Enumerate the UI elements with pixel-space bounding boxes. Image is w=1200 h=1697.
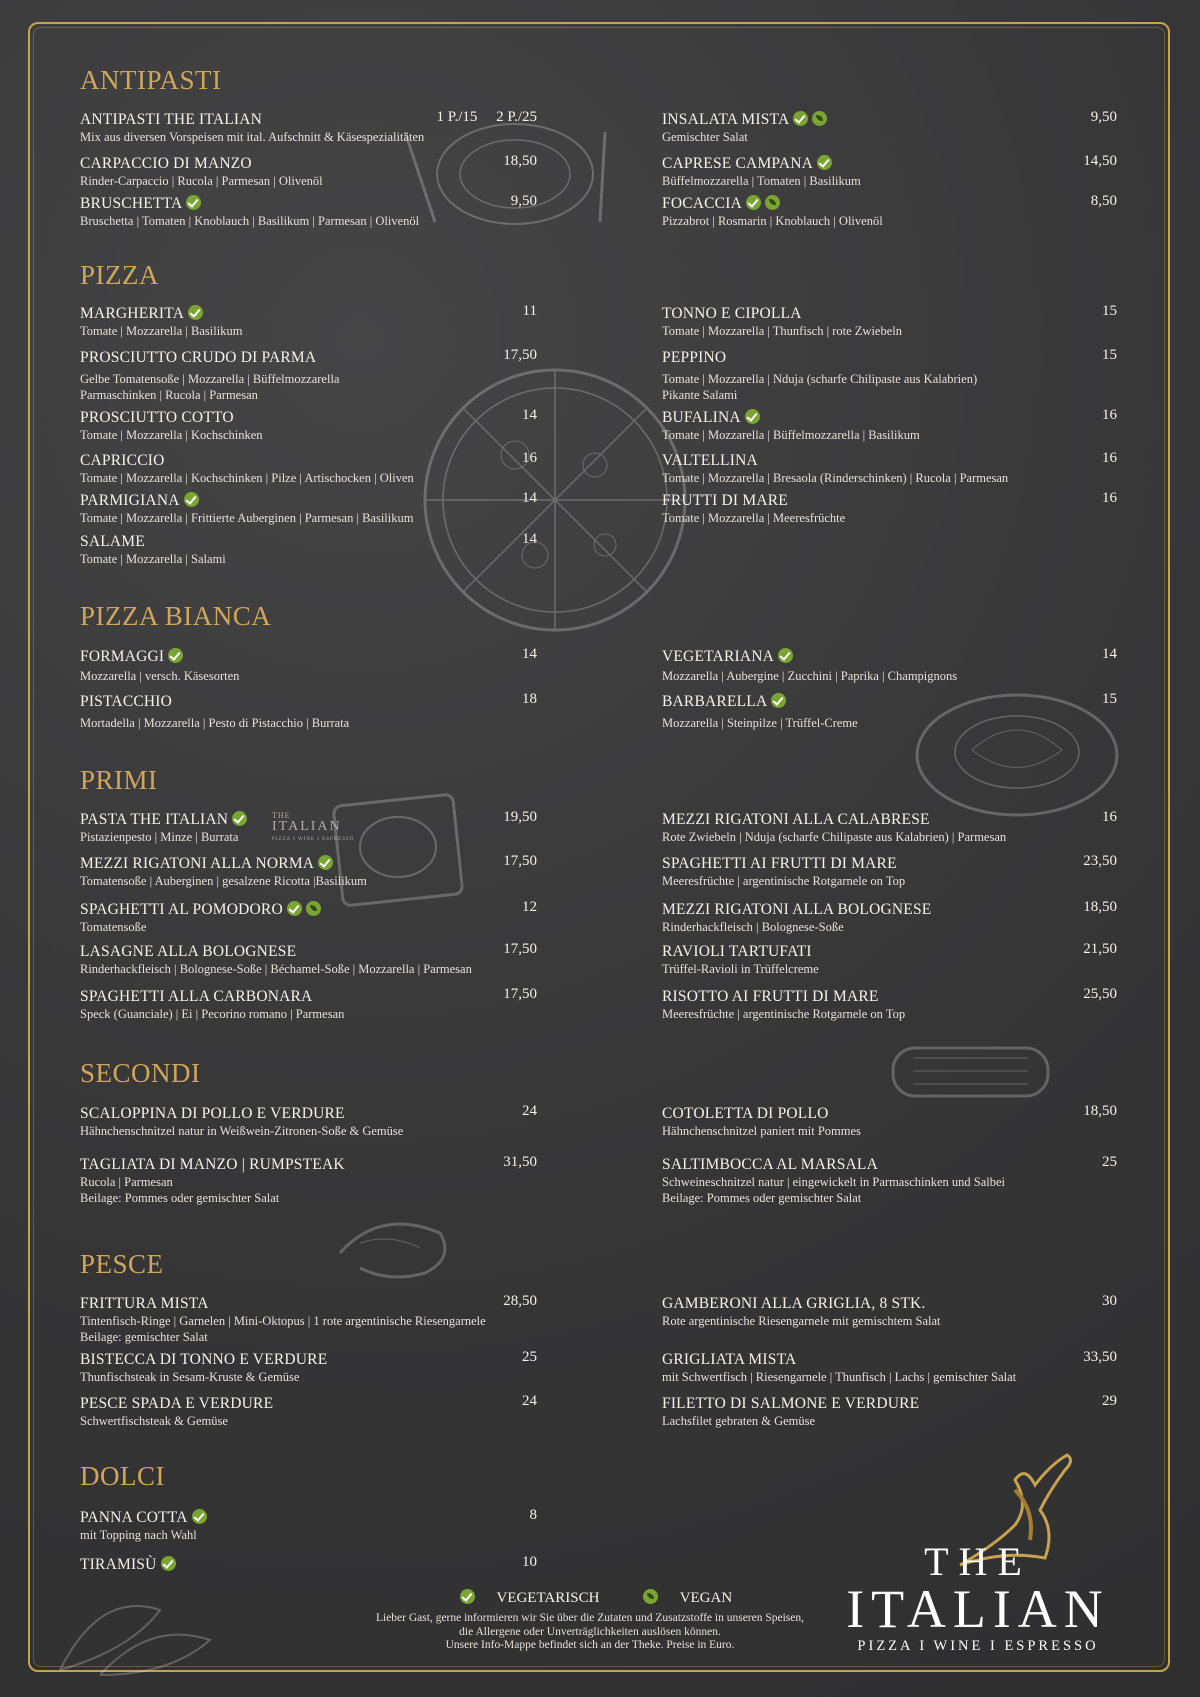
menu-item [80, 941, 537, 977]
item-name: BUFALINA [662, 409, 741, 426]
item-desc: Tomate | Mozzarella | Frittierte Auberginen | Parmesan | Basilikum [80, 511, 414, 525]
item-name: FRUTTI DI MARE [662, 492, 788, 509]
menu-item [662, 153, 1117, 189]
item-price: 14 [522, 646, 537, 662]
item-name: FORMAGGI [80, 648, 165, 665]
item-desc: mit Schwertfisch | Riesengarnele | Thunfisch | Lachs | gemischter Salat [662, 1370, 1017, 1384]
menu-item [662, 193, 1117, 229]
vegetarian-check-icon [232, 811, 247, 826]
item-price: 17,50 [503, 986, 537, 1002]
item-name: INSALATA MISTA [662, 111, 790, 128]
shrimp-sketch [330, 1213, 460, 1293]
item-desc: Lachsfilet gebraten & Gemüse [662, 1414, 816, 1428]
menu-item [80, 347, 537, 403]
item-price: 16 [1102, 407, 1117, 423]
menu-item [662, 1154, 1117, 1206]
menu-item [80, 899, 537, 935]
menu-item [80, 109, 537, 145]
item-price: 14 [522, 531, 537, 547]
section-title-pizza: PIZZA [80, 260, 159, 290]
vegetarian-check-icon [188, 305, 203, 320]
vegetarian-check-icon [184, 492, 199, 507]
menu-item [80, 1507, 537, 1543]
item-name: PISTACCHIO [80, 693, 173, 710]
item-desc: Tomate | Mozzarella | Kochschinken | Pilze | Artischocken | Oliven [80, 471, 414, 485]
item-price: 29 [1102, 1393, 1117, 1409]
item-desc: Tomate | Mozzarella | Kochschinken [80, 428, 263, 442]
item-desc: Rinderhackfleisch | Bolognese-Soße | Béchamel-Soße | Mozzarella | Parmesan [80, 962, 472, 976]
section-title-pesce: PESCE [80, 1249, 164, 1279]
item-desc-2: Pikante Salami [662, 388, 738, 402]
legend-vegetarian [456, 1590, 617, 1606]
item-desc: Tomate | Mozzarella | Nduja (scharfe Chilipaste aus Kalabrien) [662, 372, 978, 386]
item-name: BISTECCA DI TONNO E VERDURE [80, 1351, 328, 1368]
item-desc: Rucola | Parmesan [80, 1175, 173, 1189]
item-name: SALTIMBOCCA AL MARSALA [662, 1156, 878, 1173]
item-desc: Mozzarella | Aubergine | Zucchini | Paprika | Champignons [662, 669, 958, 683]
item-price: 15 [1102, 303, 1117, 319]
item-name: PESCE SPADA E VERDURE [80, 1395, 274, 1412]
menu-item [662, 490, 1117, 526]
item-name: TAGLIATA DI MANZO | RUMPSTEAK [80, 1156, 345, 1173]
section-title-antipasti: ANTIPASTI [80, 65, 222, 95]
item-name: TONNO E CIPOLLA [662, 305, 802, 322]
menu-item [80, 646, 537, 684]
menu-item [662, 691, 1117, 731]
item-desc: Tomatensoße | Auberginen | gesalzene Ricotta |Basilikum [80, 874, 367, 888]
item-name: FOCACCIA [662, 195, 742, 212]
section-title-primi: PRIMI [80, 765, 158, 795]
logo-line-1: THE [924, 1539, 1032, 1584]
item-name: CARPACCIO DI MANZO [80, 155, 252, 172]
item-desc: Tomate | Mozzarella | Salami [80, 552, 226, 566]
section-title-pizza-bianca: PIZZA BIANCA [80, 601, 272, 631]
legend-vegetarian-label: VEGETARISCH [496, 1590, 600, 1606]
menu-item [80, 1293, 537, 1345]
menu-item [662, 809, 1117, 845]
menu-item [662, 1349, 1117, 1385]
vegan-leaf-icon [812, 111, 827, 126]
item-name: PROSCIUTTO COTTO [80, 409, 234, 426]
item-price: 17,50 [503, 941, 537, 957]
item-desc: Hähnchenschnitzel natur in Weißwein-Zitronen-Soße & Gemüse [80, 1124, 404, 1138]
item-desc: Meeresfrüchte | argentinische Rotgarnele on Top [662, 1007, 906, 1021]
vegetarian-check-icon [817, 155, 832, 170]
notice-line-3: Unsere Info-Mappe befindet sich an der Theke. Preise in Euro. [445, 1639, 735, 1651]
item-desc: Tomate | Mozzarella | Thunfisch | rote Zwiebeln [662, 324, 902, 338]
item-price: 17,50 [503, 347, 537, 363]
item-name: SPAGHETTI ALLA CARBONARA [80, 988, 313, 1005]
item-name: SPAGHETTI AI FRUTTI DI MARE [662, 855, 897, 872]
item-price: 11 [522, 303, 537, 319]
item-price: 25 [522, 1349, 537, 1365]
item-name: CAPRESE CAMPANA [662, 155, 814, 172]
menu-item [662, 109, 1117, 145]
item-desc: Rinderhackfleisch | Bolognese-Soße [662, 920, 844, 934]
item-desc: Tomate | Mozzarella | Meeresfrüchte [662, 511, 846, 525]
item-price: 19,50 [503, 809, 537, 825]
item-price: 24 [522, 1393, 537, 1409]
item-price: 30 [1102, 1293, 1117, 1309]
notice-line-1: Lieber Gast, gerne informieren wir Sie über die Zutaten und Zusatzstoffe in unseren Speisen, [375, 1612, 805, 1624]
legend-vegan-label: VEGAN [679, 1590, 733, 1606]
item-desc: Speck (Guanciale) | Ei | Pecorino romano | Parmesan [80, 1007, 345, 1021]
menu-item [80, 1103, 537, 1139]
item-name: MARGHERITA [80, 305, 185, 322]
vegetarian-check-icon [318, 855, 333, 870]
item-name: SPAGHETTI AL POMODORO [80, 901, 283, 918]
item-price: 24 [522, 1103, 537, 1119]
item-desc: Hähnchenschnitzel paniert mit Pommes [662, 1124, 861, 1138]
item-desc: Büffelmozzarella | Tomaten | Basilikum [662, 174, 861, 188]
menu-item [80, 193, 537, 229]
notice-line-2: die Allergene oder Unverträglichkeiten auslösen können. [459, 1625, 721, 1638]
menu-item [662, 1103, 1117, 1139]
ravioli-sketch [318, 785, 478, 915]
logo-line-2: ITALIAN [846, 1579, 1110, 1639]
item-desc: Schweineschnitzel natur | eingewickelt in Parmaschinken und Salbei [662, 1175, 1006, 1189]
vegetarian-check-icon [460, 1589, 475, 1604]
item-desc: Gemischter Salat [662, 130, 748, 144]
item-desc: Mozzarella | Steinpilze | Trüffel-Creme [662, 716, 858, 730]
menu-item [662, 899, 1117, 935]
vegetarian-check-icon [161, 1556, 176, 1571]
item-price: 9,50 [1090, 109, 1117, 125]
item-price: 25,50 [1083, 986, 1117, 1002]
item-desc: Tintenfisch-Ringe | Garnelen | Mini-Oktopus | 1 rote argentinische Riesengarnele [80, 1314, 486, 1328]
item-name: MEZZI RIGATONI ALLA NORMA [80, 855, 315, 872]
mini-logo-line1: THE [272, 811, 291, 820]
menu-item [80, 531, 537, 567]
item-desc-2: Beilage: Pommes oder gemischter Salat [80, 1191, 280, 1205]
item-price: 33,50 [1083, 1349, 1117, 1365]
item-desc: Schwertfischsteak & Gemüse [80, 1414, 228, 1428]
item-price: 12 [522, 899, 537, 915]
item-price: 14 [522, 407, 537, 423]
vegetarian-check-icon [745, 409, 760, 424]
item-price: 28,50 [503, 1293, 537, 1309]
mini-the-italian-logo [272, 812, 354, 844]
item-name: TIRAMISÙ [80, 1556, 157, 1573]
menu-item [662, 407, 1117, 443]
the-italian-logo [828, 1539, 1128, 1655]
menu-item [80, 1393, 537, 1429]
item-name: PEPPINO [662, 349, 727, 366]
item-name: SCALOPPINA DI POLLO E VERDURE [80, 1105, 345, 1122]
item-name: RISOTTO AI FRUTTI DI MARE [662, 988, 879, 1005]
item-name: ANTIPASTI THE ITALIAN [80, 111, 263, 128]
vegetarian-check-icon [778, 648, 793, 663]
item-price: 10 [522, 1554, 537, 1570]
menu-item [662, 450, 1117, 486]
menu-item [80, 450, 537, 486]
item-desc: Tomate | Mozzarella | Basilikum [80, 324, 243, 338]
menu-item [80, 153, 537, 189]
item-desc: Mix aus diversen Vorspeisen mit ital. Aufschnitt & Käsespezialitäten [80, 130, 425, 144]
item-name: MEZZI RIGATONI ALLA CALABRESE [662, 811, 930, 828]
item-name: RAVIOLI TARTUFATI [662, 943, 812, 960]
item-desc: Gelbe Tomatensoße | Mozzarella | Büffelmozzarella [80, 372, 340, 386]
item-price: 21,50 [1083, 941, 1117, 957]
item-price: 16 [1102, 490, 1117, 506]
menu-item [662, 303, 1117, 339]
item-price: 14 [522, 490, 537, 506]
vegetarian-check-icon [168, 648, 183, 663]
item-desc: Mozzarella | versch. Käsesorten [80, 669, 240, 683]
item-price: 1 P./15 2 P./25 [436, 109, 537, 125]
steak-sketch [888, 1043, 1053, 1103]
menu-item [662, 986, 1117, 1022]
vegan-leaf-icon [765, 195, 780, 210]
item-desc: Tomatensoße [80, 920, 147, 934]
item-price: 14 [1102, 646, 1117, 662]
vegetarian-check-icon [192, 1509, 207, 1524]
menu-item [662, 1393, 1117, 1429]
menu-item [80, 303, 537, 339]
menu-item [80, 1554, 537, 1574]
item-desc: mit Topping nach Wahl [80, 1528, 197, 1542]
vegetarian-check-icon [771, 693, 786, 708]
menu-item [80, 1154, 537, 1206]
item-desc: Tomate | Mozzarella | Büffelmozzarella | Basilikum [662, 428, 920, 442]
item-name: GAMBERONI ALLA GRIGLIA, 8 STK. [662, 1295, 926, 1312]
item-desc: Mortadella | Mozzarella | Pesto di Pistacchio | Burrata [80, 716, 350, 730]
logo-tagline: PIZZA I WINE I ESPRESSO [857, 1638, 1099, 1654]
menu-item [80, 490, 537, 526]
item-desc: Rote Zwiebeln | Nduja (scharfe Chilipaste aus Kalabrien) | Parmesan [662, 830, 1007, 844]
item-price: 18,50 [1083, 899, 1117, 915]
menu-item [80, 853, 537, 889]
item-name: MEZZI RIGATONI ALLA BOLOGNESE [662, 901, 932, 918]
item-price: 8,50 [1090, 193, 1117, 209]
item-price: 16 [522, 450, 537, 466]
item-desc-2: Beilage: Pommes oder gemischter Salat [662, 1191, 862, 1205]
menu-item [662, 646, 1117, 684]
item-name: VALTELLINA [662, 452, 758, 469]
item-name: FRITTURA MISTA [80, 1295, 209, 1312]
item-name: LASAGNE ALLA BOLOGNESE [80, 943, 297, 960]
menu-item [662, 853, 1117, 889]
item-price: 15 [1102, 347, 1117, 363]
item-name: PASTA THE ITALIAN [80, 811, 229, 828]
item-desc: Rote argentinische Riesengarnele mit gemischtem Salat [662, 1314, 941, 1328]
item-desc: Meeresfrüchte | argentinische Rotgarnele on Top [662, 874, 906, 888]
item-price: 9,50 [510, 193, 537, 209]
item-price: 18,50 [503, 153, 537, 169]
item-name: CAPRICCIO [80, 452, 165, 469]
item-name: COTOLETTA DI POLLO [662, 1105, 829, 1122]
menu-item [662, 347, 1117, 403]
item-price: 16 [1102, 809, 1117, 825]
section-title-secondi: SECONDI [80, 1058, 201, 1088]
vegan-leaf-icon [306, 901, 321, 916]
mini-logo-line3: PIZZA I WINE I ESPRESSO [272, 837, 355, 842]
menu-item [80, 1349, 537, 1385]
legend-vegan [639, 1590, 750, 1606]
menu-item [80, 986, 537, 1022]
item-name: VEGETARIANA [662, 648, 775, 665]
item-desc-2: Beilage: gemischter Salat [80, 1330, 208, 1344]
vegan-leaf-icon [643, 1589, 658, 1604]
item-price: 17,50 [503, 853, 537, 869]
item-price: 16 [1102, 450, 1117, 466]
item-price: 14,50 [1083, 153, 1117, 169]
item-name: PANNA COTTA [80, 1509, 188, 1526]
item-name: GRIGLIATA MISTA [662, 1351, 797, 1368]
item-name: BRUSCHETTA [80, 195, 183, 212]
item-desc-2: Parmaschinken | Rucola | Parmesan [80, 388, 258, 402]
item-name: BARBARELLA [662, 693, 768, 710]
item-price: 18 [522, 691, 537, 707]
basil-leaf-sketch [40, 1580, 220, 1680]
item-desc: Trüffel-Ravioli in Trüffelcreme [662, 962, 819, 976]
allergen-notice [330, 1612, 850, 1653]
item-desc: Tomate | Mozzarella | Bresaola (Rinderschinken) | Rucola | Parmesan [662, 471, 1009, 485]
diet-legend [456, 1589, 768, 1607]
item-desc: Pizzabrot | Rosmarin | Knoblauch | Olivenöl [662, 214, 883, 228]
vegetarian-check-icon [186, 195, 201, 210]
mini-logo-line2: ITALIAN [272, 819, 342, 834]
item-price: 8 [529, 1507, 537, 1523]
item-name: SALAME [80, 533, 145, 550]
item-desc: Rinder-Carpaccio | Rucola | Parmesan | Olivenöl [80, 174, 323, 188]
item-price: 25 [1102, 1154, 1117, 1170]
item-price: 15 [1102, 691, 1117, 707]
section-title-dolci: DOLCI [80, 1461, 165, 1491]
vegetarian-check-icon [793, 111, 808, 126]
item-price: 18,50 [1083, 1103, 1117, 1119]
item-desc: Bruschetta | Tomaten | Knoblauch | Basilikum | Parmesan | Olivenöl [80, 214, 420, 228]
vegetarian-check-icon [287, 901, 302, 916]
vegetarian-check-icon [746, 195, 761, 210]
item-name: FILETTO DI SALMONE E VERDURE [662, 1395, 920, 1412]
item-name: PROSCIUTTO CRUDO DI PARMA [80, 349, 317, 366]
menu-item [662, 1293, 1117, 1329]
menu-item [662, 941, 1117, 977]
item-desc: Thunfischsteak in Sesam-Kruste & Gemüse [80, 1370, 300, 1384]
item-price: 23,50 [1083, 853, 1117, 869]
menu-item [80, 407, 537, 443]
item-desc: Pistazienpesto | Minze | Burrata [80, 830, 239, 844]
item-name: PARMIGIANA [80, 492, 180, 509]
menu-item [80, 691, 537, 731]
item-price: 31,50 [503, 1154, 537, 1170]
